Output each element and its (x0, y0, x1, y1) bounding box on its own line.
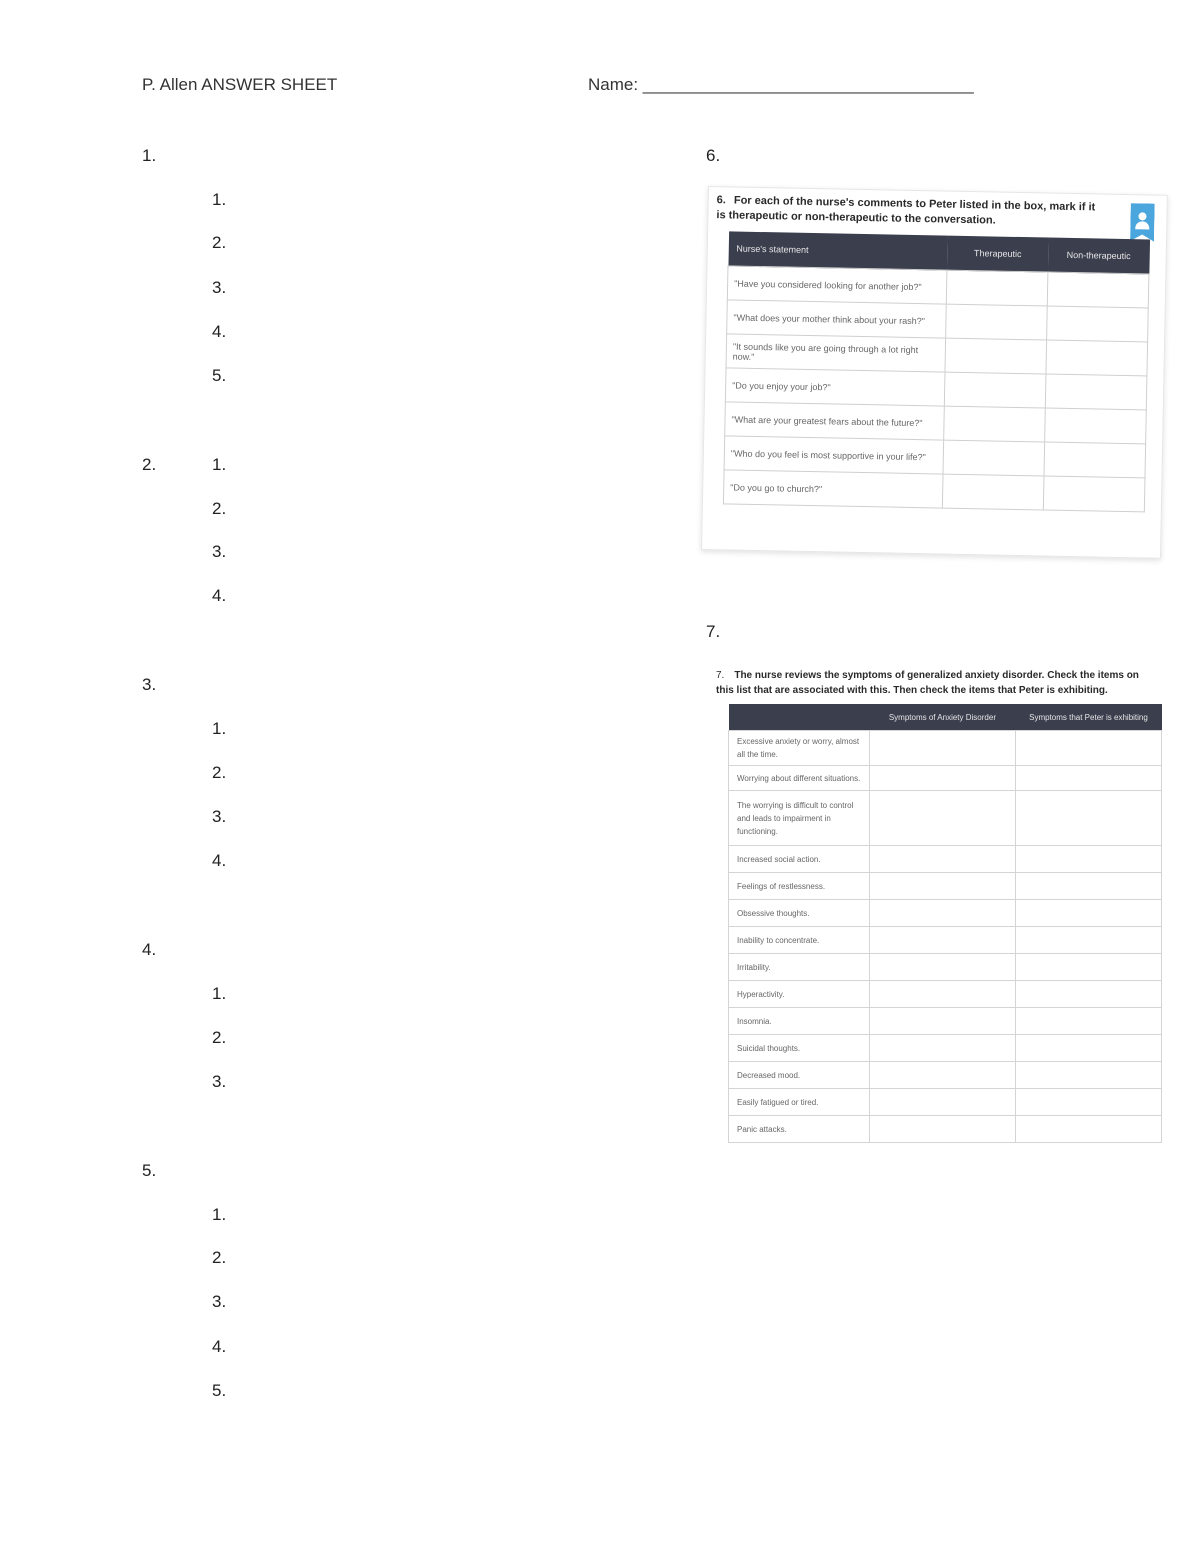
q1-item: 2. (212, 233, 227, 252)
disorder-checkbox-cell[interactable] (869, 927, 1015, 954)
non-therapeutic-checkbox-cell[interactable] (1046, 340, 1148, 376)
q1-item: 1. (212, 190, 227, 209)
therapeutic-checkbox-cell[interactable] (944, 372, 1046, 408)
disorder-checkbox-cell[interactable] (869, 1035, 1015, 1062)
symptom-cell: Insomnia. (729, 1008, 870, 1035)
disorder-checkbox-cell[interactable] (869, 900, 1015, 927)
column-header: Therapeutic (947, 236, 1049, 272)
q1-item: 4. (212, 322, 227, 341)
question-6-prompt (716, 193, 1097, 230)
table-row (729, 981, 1162, 1008)
column-header: Nurse's statement (728, 231, 948, 270)
symptom-cell: Irritability. (729, 954, 870, 981)
peter-checkbox-cell[interactable] (1015, 1008, 1161, 1035)
profile-bookmark-icon (1130, 203, 1155, 241)
peter-checkbox-cell[interactable] (1015, 766, 1161, 791)
question-3-number: 3. (142, 675, 157, 694)
statement-cell: "Who do you feel is most supportive in your life?" (724, 436, 944, 474)
q4-item: 2. (212, 1028, 227, 1047)
symptom-cell: Excessive anxiety or worry, almost all the time. (729, 731, 870, 766)
q1-item: 3. (212, 278, 227, 297)
table-row (729, 954, 1162, 981)
therapeutic-checkbox-cell[interactable] (945, 338, 1047, 374)
question-1-number: 1. (142, 146, 157, 165)
disorder-checkbox-cell[interactable] (869, 873, 1015, 900)
column-header: Non-therapeutic (1048, 238, 1150, 274)
nurse-statement-table (723, 231, 1150, 512)
therapeutic-checkbox-cell[interactable] (946, 304, 1048, 340)
symptom-cell: Obsessive thoughts. (729, 900, 870, 927)
statement-cell: "Have you considered looking for another job?" (727, 266, 947, 304)
disorder-checkbox-cell[interactable] (869, 791, 1015, 846)
statement-cell: "Do you go to church?" (723, 470, 943, 508)
question-2-number: 2. (142, 455, 157, 474)
disorder-checkbox-cell[interactable] (869, 1008, 1015, 1035)
symptom-cell: Panic attacks. (729, 1116, 870, 1143)
symptom-cell: Feelings of restlessness. (729, 873, 870, 900)
statement-cell: "What does your mother think about your rash?" (727, 300, 947, 338)
name-field[interactable]: Name: ___________________________________ (588, 75, 974, 94)
table-row (729, 1035, 1162, 1062)
question-4-number: 4. (142, 940, 157, 959)
disorder-checkbox-cell[interactable] (869, 766, 1015, 791)
non-therapeutic-checkbox-cell[interactable] (1047, 272, 1149, 308)
table-row (729, 1008, 1162, 1035)
q5-item: 5. (212, 1381, 227, 1400)
q4-item: 1. (212, 984, 227, 1003)
non-therapeutic-checkbox-cell[interactable] (1044, 442, 1146, 478)
table-row (729, 731, 1162, 766)
anxiety-symptoms-table (728, 704, 1162, 1143)
q3-item: 4. (212, 851, 227, 870)
question-5-number: 5. (142, 1161, 157, 1180)
symptom-cell: Worrying about different situations. (729, 766, 870, 791)
table-row (729, 1116, 1162, 1143)
therapeutic-checkbox-cell[interactable] (946, 270, 1048, 306)
therapeutic-checkbox-cell[interactable] (943, 440, 1045, 476)
disorder-checkbox-cell[interactable] (869, 731, 1015, 766)
non-therapeutic-checkbox-cell[interactable] (1045, 374, 1147, 410)
peter-checkbox-cell[interactable] (1015, 1089, 1161, 1116)
table-row (723, 470, 1145, 512)
peter-checkbox-cell[interactable] (1015, 954, 1161, 981)
statement-cell: "Do you enjoy your job?" (725, 368, 945, 406)
q5-item: 2. (212, 1248, 227, 1267)
question-7-prompt-text: The nurse reviews the symptoms of generalized anxiety disorder. Check the items on this list that are associated with this. Then check the items that Peter is exhibiting. (716, 670, 1139, 696)
peter-checkbox-cell[interactable] (1015, 900, 1161, 927)
question-7-prompt-number: 7. (716, 670, 725, 681)
disorder-checkbox-cell[interactable] (869, 981, 1015, 1008)
question-6-prompt-number: 6. (716, 194, 727, 207)
question-7-number: 7. (706, 622, 721, 641)
non-therapeutic-checkbox-cell[interactable] (1043, 476, 1145, 512)
column-header: Symptoms that Peter is exhibiting (1015, 704, 1161, 731)
therapeutic-checkbox-cell[interactable] (944, 406, 1046, 442)
therapeutic-checkbox-cell[interactable] (942, 474, 1044, 510)
peter-checkbox-cell[interactable] (1015, 981, 1161, 1008)
statement-cell: "It sounds like you are going through a lot right now." (726, 334, 946, 372)
table-row (729, 846, 1162, 873)
q3-item: 1. (212, 719, 227, 738)
non-therapeutic-checkbox-cell[interactable] (1047, 306, 1149, 342)
q3-item: 3. (212, 807, 227, 826)
q1-item: 5. (212, 366, 227, 385)
table-row (729, 766, 1162, 791)
symptom-cell: Inability to concentrate. (729, 927, 870, 954)
q5-item: 3. (212, 1292, 227, 1311)
peter-checkbox-cell[interactable] (1015, 1116, 1161, 1143)
column-header (729, 704, 870, 731)
disorder-checkbox-cell[interactable] (869, 1062, 1015, 1089)
statement-cell: "What are your greatest fears about the future?" (725, 402, 945, 440)
q5-item: 1. (212, 1205, 227, 1224)
table-row (729, 927, 1162, 954)
table-row (729, 791, 1162, 846)
header-title: P. Allen ANSWER SHEET (142, 75, 338, 94)
question-7-scan (716, 666, 1166, 1166)
disorder-checkbox-cell[interactable] (869, 1116, 1015, 1143)
disorder-checkbox-cell[interactable] (869, 954, 1015, 981)
table-row (729, 1062, 1162, 1089)
peter-checkbox-cell[interactable] (1015, 791, 1161, 846)
peter-checkbox-cell[interactable] (1015, 927, 1161, 954)
symptom-cell: Easily fatigued or tired. (729, 1089, 870, 1116)
table-row (729, 873, 1162, 900)
disorder-checkbox-cell[interactable] (869, 1089, 1015, 1116)
q2-item: 1. (212, 455, 227, 474)
q2-item: 4. (212, 586, 227, 605)
q2-item: 2. (212, 499, 227, 518)
q4-item: 3. (212, 1072, 227, 1091)
question-6-scan (701, 186, 1168, 559)
question-6-prompt-text: For each of the nurse's comments to Peter listed in the box, mark if it is therapeutic or non-therapeutic to the conversation. (716, 194, 1096, 227)
disorder-checkbox-cell[interactable] (869, 846, 1015, 873)
column-header: Symptoms of Anxiety Disorder (869, 704, 1015, 731)
peter-checkbox-cell[interactable] (1015, 846, 1161, 873)
symptom-cell: Decreased mood. (729, 1062, 870, 1089)
q2-item: 3. (212, 542, 227, 561)
peter-checkbox-cell[interactable] (1015, 873, 1161, 900)
question-7-prompt (716, 668, 1156, 698)
peter-checkbox-cell[interactable] (1015, 1035, 1161, 1062)
peter-checkbox-cell[interactable] (1015, 1062, 1161, 1089)
peter-checkbox-cell[interactable] (1015, 731, 1161, 766)
symptom-cell: The worrying is difficult to control and leads to impairment in functioning. (729, 791, 870, 846)
table-row (729, 1089, 1162, 1116)
question-6-number: 6. (706, 146, 721, 165)
symptom-cell: Hyperactivity. (729, 981, 870, 1008)
q5-item: 4. (212, 1337, 227, 1356)
table-row (729, 900, 1162, 927)
symptom-cell: Increased social action. (729, 846, 870, 873)
symptom-cell: Suicidal thoughts. (729, 1035, 870, 1062)
non-therapeutic-checkbox-cell[interactable] (1045, 408, 1147, 444)
q3-item: 2. (212, 763, 227, 782)
